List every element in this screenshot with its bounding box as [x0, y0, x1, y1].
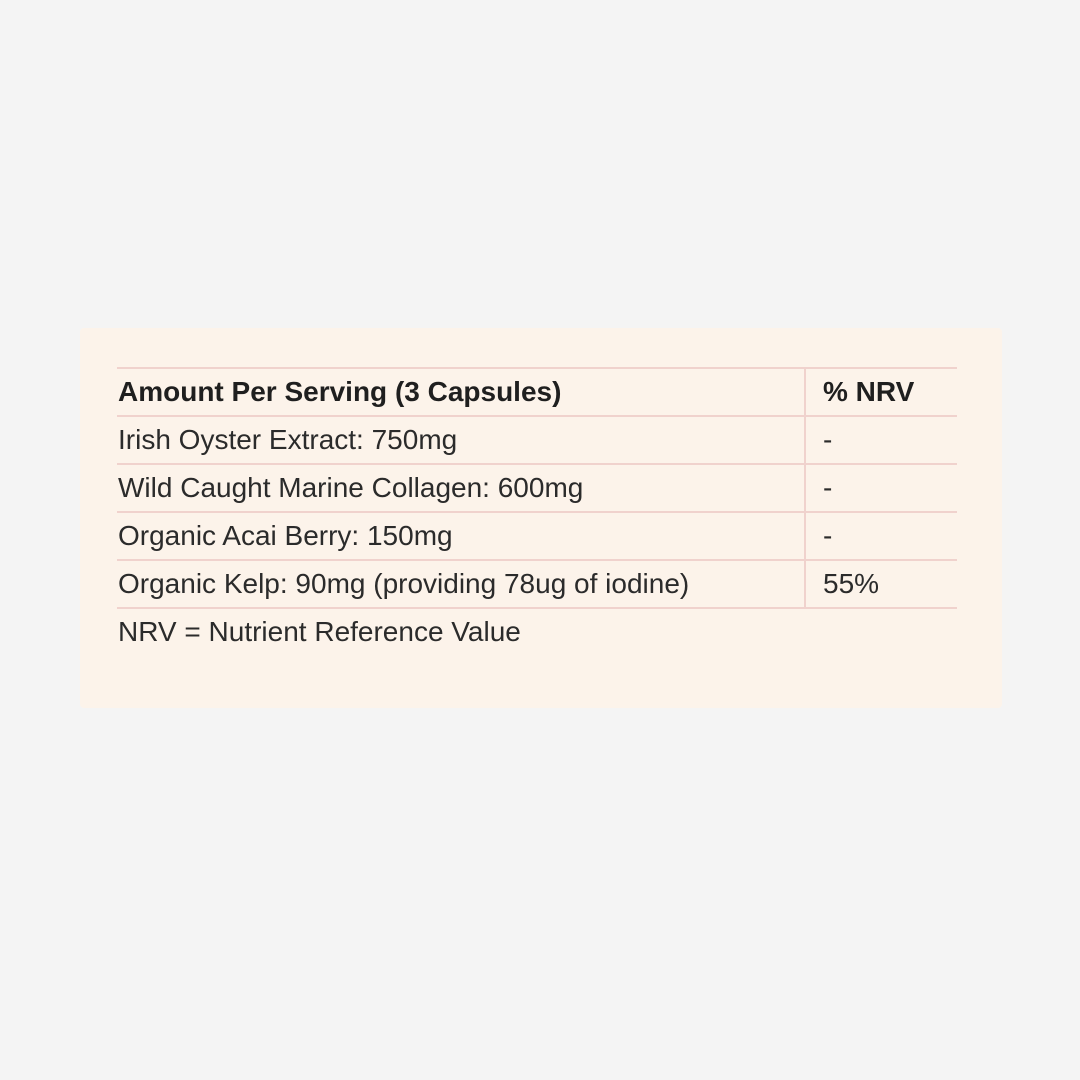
nutrition-info-card: [80, 328, 1002, 708]
ingredient-cell: Irish Oyster Extract: 750mg: [117, 416, 805, 464]
ingredient-cell: Organic Acai Berry: 150mg: [117, 512, 805, 560]
nrv-cell: 55%: [805, 560, 957, 608]
amount-per-serving-header: Amount Per Serving (3 Capsules): [117, 368, 805, 416]
table-row: [117, 560, 957, 608]
nrv-header: % NRV: [805, 368, 957, 416]
nrv-footnote: NRV = Nutrient Reference Value: [118, 616, 521, 647]
nrv-cell: -: [805, 416, 957, 464]
table-header-row: [117, 368, 957, 416]
ingredient-cell: Wild Caught Marine Collagen: 600mg: [117, 464, 805, 512]
nutrition-table: [117, 367, 957, 609]
ingredient-cell: Organic Kelp: 90mg (providing 78ug of iodine): [117, 560, 805, 608]
nrv-cell: -: [805, 512, 957, 560]
nrv-cell: -: [805, 464, 957, 512]
table-row: [117, 512, 957, 560]
table-row: [117, 416, 957, 464]
table-row: [117, 464, 957, 512]
